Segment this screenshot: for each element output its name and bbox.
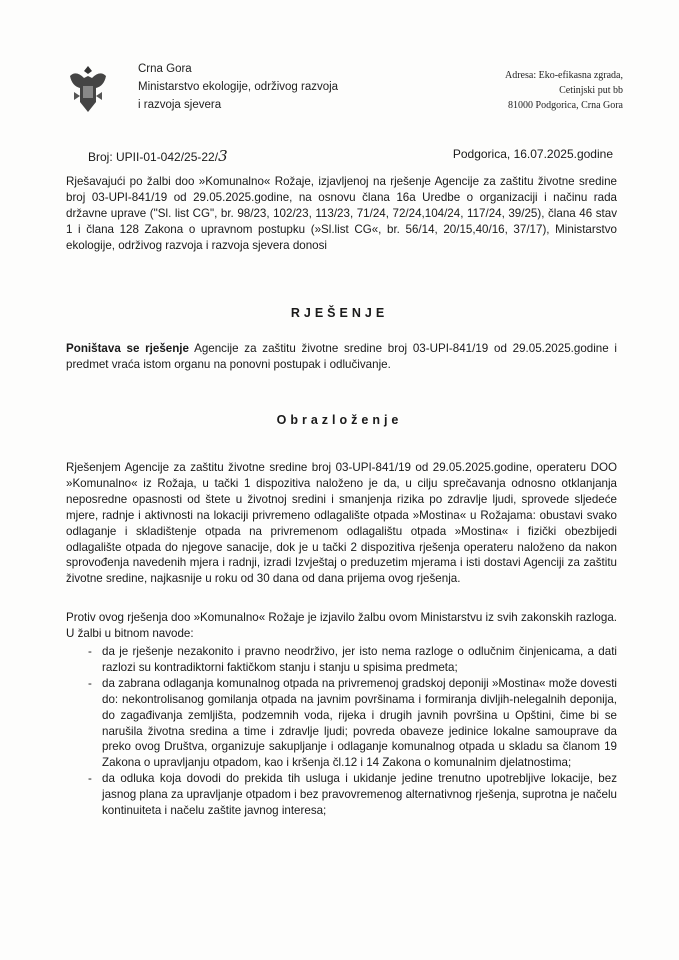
reference-number-handwritten: 3 (218, 147, 228, 165)
decision-title: RJEŠENJE (290, 306, 389, 320)
issuer-country: Crna Gora (138, 63, 192, 75)
reasoning-paragraph-2: Protiv ovog rješenja doo »Komunalno« Rožaje je izjavilo žalbu ovom Ministarstvu iz svih zakonskih razloga. U žalbi u bitnom navode: (66, 611, 617, 640)
issuer-ministry-cont: i razvoja sjevera (138, 99, 222, 111)
issuer-block (138, 60, 338, 114)
bullet-marker: - (88, 645, 92, 658)
address-line: 81000 Podgorica, Crna Gora (508, 100, 623, 111)
issuer-ministry: Ministarstvo ekologije, održivog razvoja (138, 81, 339, 93)
reference-number-label: Broj: UPII-01-042/25-22/ (88, 150, 219, 164)
intro-paragraph: Rješavajući po žalbi doo »Komunalno« Rožaje, izjavljenoj na rješenje Agencije za zaštitu životne sredine broj 03-UPI-841/19 od 29.05.2025.godine, na osnovu člana 16a Uredbe o organizaciji i načinu rada državne uprave ("Sl. list CG", br. 98/23, 102/23, 113/23, 71/24, 72/24,104/24, 117/24, 39/25), člana 46 stav 1 i člana 128 Zakona o upravnom postupku (»Sl.list CG«, br. 56/14, 20/15,40/16, 37/17), Ministarstvo ekologije, održivog razvoja i razvoja sjevera donosi (66, 175, 617, 252)
list-item-text: da je rješenje nezakonito i pravno neodrživo, jer isto nema razloge o odlučnim činjenicama, a dati razlozi su kontradiktorni faktičkom stanju i stanju u spisima predmeta; (102, 645, 617, 674)
bullet-marker: - (88, 676, 92, 690)
list-item (66, 676, 617, 771)
address-block (505, 68, 623, 113)
address-line: Cetinjski put bb (559, 85, 623, 96)
list-item (66, 644, 617, 676)
place-date: Podgorica, 16.07.2025.godine (452, 147, 613, 161)
decision-paragraph (66, 341, 617, 373)
coat-of-arms-icon (66, 62, 110, 116)
decision-rest: Agencije za zaštitu životne sredine broj 03-UPI-841/19 od 29.05.2025.godine i predmet vraća istom organu na ponovni postupak i odlučivanje. (66, 342, 618, 371)
bullet-marker: - (88, 772, 92, 786)
decision-lead: Poništava se rješenje (66, 342, 189, 355)
list-item (66, 771, 617, 819)
appeal-points-list (66, 644, 617, 819)
reference-number (88, 147, 228, 165)
reasoning-title: Obrazloženje (276, 413, 403, 427)
reference-row (88, 147, 613, 165)
list-item-text: da odluka koja dovodi do prekida tih usluga i ukidanje jedine trenutno upotrebljive lokacije, bez jasnog plana za upravljanje otpadom i bez pravovremenog alternativnog rješenja, suprotna je načelu kontinuiteta i načelu zaštite javnog interesa; (102, 772, 617, 818)
list-item-text: da zabrana odlaganja komunalnog otpada na privremenoj gradskoj deponiji »Mostina« može dovesti do: nekontrolisanog gomilanja otpada na javnim površinama i formiranja divljih-nelegalnih deponija, do zagađivanja zemljišta, podzemnih voda, rijeka i drugih javnih površina u Opštini, čime bi se narušila životna sredina a time i zdravlje ljudi; povreda obaveze jedinice lokalne samouprave da preko ovog Društva, organizuje sakupljanje i odlaganje komunalnog otpada u skladu sa članom 19 Zakona o upravljanju otpadom, kao i kršenja čl.12 i 14 Zakona o komunalnim djelatnostima; (102, 676, 617, 770)
reasoning-paragraph-1: Rješenjem Agencije za zaštitu životne sredine broj 03-UPI-841/19 od 29.05.2025.godine, operateru DOO »Komunalno« iz Rožaja, u tački 1 dispozitiva naloženo je da, u cilju sprečavanja odnosno otklanjanja neposredne opasnosti od štete u životnoj sredini i smanjenja rizika po zdravlje ljudi, sprovede sljedeće mjere, radnje i aktivnosti na lokaciji privremeno odlagalište otpada »Mostina« u Rožajama: obustavi svako odlaganje i skladištenje otpada na privremenom odlagalištu otpada »Mostina« i fizički obezbijedi odlagalište otpada do njegove sanacije, dok je u tački 2 dispozitiva rješenja operateru naloženo da nakon sprovođenja navedenih mjera i radnji, izradi Izvještaj o preduzetim mjerama i isti dostavi Agenciji za zaštitu životne sredine, najkasnije u roku od 30 dana od dana prijema ovog rješenja. (66, 461, 617, 586)
address-line: Adresa: Eko-efikasna zgrada, (505, 70, 623, 81)
